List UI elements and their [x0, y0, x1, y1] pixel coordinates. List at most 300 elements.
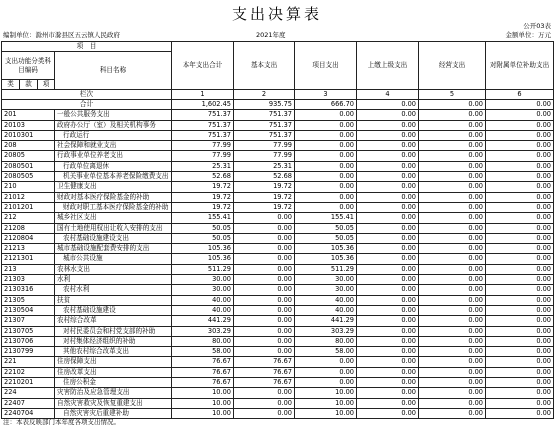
table-row	[2, 275, 554, 285]
amount-cell: 0.00	[295, 110, 357, 120]
amount-cell: 0.00	[234, 275, 295, 285]
table-row	[2, 223, 554, 233]
amount-cell: 0.00	[419, 130, 486, 140]
amount-cell: 0.00	[234, 316, 295, 326]
amount-cell: 0.00	[357, 316, 419, 326]
amount-cell: 0.00	[486, 388, 554, 398]
func-code-cell: 20805	[2, 151, 55, 161]
amount-cell: 76.67	[234, 367, 295, 377]
amount-cell: 511.29	[295, 264, 357, 274]
amount-cell: 0.00	[295, 192, 357, 202]
amount-cell: 441.29	[172, 316, 234, 326]
amount-cell: 0.00	[295, 151, 357, 161]
amount-cell: 0.00	[357, 254, 419, 264]
amount-cell: 19.72	[172, 182, 234, 192]
func-code-cell: 22407	[2, 398, 55, 408]
amount-cell: 40.00	[295, 305, 357, 315]
amount-cell: 0.00	[486, 305, 554, 315]
amount-cell: 0.00	[234, 388, 295, 398]
amount-cell: 0.00	[419, 295, 486, 305]
amount-cell: 0.00	[419, 141, 486, 151]
subject-name-cell: 灾害防治及应急管理支出	[55, 388, 172, 398]
func-code-cell: 2121301	[2, 254, 55, 264]
amount-cell: 0.00	[419, 408, 486, 418]
col-index: 1	[172, 90, 234, 100]
form-number: 公开03表	[523, 22, 551, 30]
amount-cell: 0.00	[486, 182, 554, 192]
amount-cell: 0.00	[234, 305, 295, 315]
func-code-cell: 2130706	[2, 336, 55, 346]
subject-name-cell: 机关事业单位基本养老保险缴费支出	[55, 172, 172, 182]
amount-cell: 40.00	[172, 305, 234, 315]
amount-cell: 0.00	[486, 223, 554, 233]
amount-cell: 751.37	[172, 130, 234, 140]
total-cell: 935.75	[234, 100, 295, 110]
amount-cell: 0.00	[357, 182, 419, 192]
func-code-cell: 21012	[2, 192, 55, 202]
amount-cell: 19.72	[172, 192, 234, 202]
table-row	[2, 347, 554, 357]
func-code-cell: 22102	[2, 367, 55, 377]
table-row	[2, 254, 554, 264]
amount-cell: 80.00	[295, 336, 357, 346]
amount-cell: 0.00	[486, 161, 554, 171]
amount-cell: 0.00	[357, 388, 419, 398]
subject-name-cell: 扶贫	[55, 295, 172, 305]
amount-cell: 30.00	[172, 275, 234, 285]
amount-cell: 0.00	[419, 305, 486, 315]
amount-cell: 0.00	[234, 223, 295, 233]
amount-cell: 0.00	[357, 275, 419, 285]
amount-cell: 10.00	[172, 408, 234, 418]
table-row	[2, 151, 554, 161]
subject-name-cell: 对村集体经济组织的补助	[55, 336, 172, 346]
amount-cell: 50.05	[172, 223, 234, 233]
subject-name-cell: 农村水利	[55, 285, 172, 295]
func-code-cell: 208	[2, 141, 55, 151]
amount-cell: 105.36	[295, 244, 357, 254]
amount-cell: 19.72	[234, 192, 295, 202]
amount-cell: 0.00	[357, 347, 419, 357]
amount-cell: 40.00	[295, 295, 357, 305]
amount-cell: 0.00	[357, 202, 419, 212]
func-code-cell: 21307	[2, 316, 55, 326]
amount-cell: 0.00	[419, 264, 486, 274]
amount-cell: 751.37	[172, 120, 234, 130]
table-row	[2, 398, 554, 408]
table-row	[2, 357, 554, 367]
amount-cell: 30.00	[295, 285, 357, 295]
amount-cell: 105.36	[172, 244, 234, 254]
amount-cell: 0.00	[419, 254, 486, 264]
subject-name-cell: 农村基础设施建设支出	[55, 233, 172, 243]
amount-cell: 0.00	[419, 182, 486, 192]
amount-cell: 0.00	[419, 244, 486, 254]
amount-cell: 0.00	[234, 295, 295, 305]
subject-name-cell: 城市公共设施	[55, 254, 172, 264]
amount-cell: 0.00	[419, 233, 486, 243]
func-code-cell: 21303	[2, 275, 55, 285]
subject-name-cell: 住房改革支出	[55, 367, 172, 377]
amount-cell: 303.29	[172, 326, 234, 336]
table-row	[2, 336, 554, 346]
total-cell: 1,602.45	[172, 100, 234, 110]
header-project-exp: 项目支出	[295, 42, 357, 90]
amount-cell: 40.00	[172, 295, 234, 305]
currency-unit: 金额单位：万元	[505, 31, 551, 39]
amount-cell: 751.37	[234, 130, 295, 140]
amount-cell: 0.00	[357, 285, 419, 295]
amount-cell: 30.00	[172, 285, 234, 295]
amount-cell: 0.00	[486, 408, 554, 418]
amount-cell: 0.00	[419, 326, 486, 336]
amount-cell: 10.00	[295, 398, 357, 408]
amount-cell: 76.67	[234, 378, 295, 388]
amount-cell: 0.00	[357, 213, 419, 223]
amount-cell: 52.68	[172, 172, 234, 182]
amount-cell: 0.00	[419, 285, 486, 295]
amount-cell: 155.41	[172, 213, 234, 223]
amount-cell: 77.99	[234, 141, 295, 151]
func-code-cell: 2210201	[2, 378, 55, 388]
amount-cell: 0.00	[234, 347, 295, 357]
func-code-cell: 224	[2, 388, 55, 398]
subject-name-cell: 城乡社区支出	[55, 213, 172, 223]
amount-cell: 0.00	[295, 120, 357, 130]
amount-cell: 77.99	[172, 151, 234, 161]
amount-cell: 0.00	[419, 378, 486, 388]
amount-cell: 511.29	[172, 264, 234, 274]
amount-cell: 0.00	[486, 295, 554, 305]
col-index: 4	[357, 90, 419, 100]
amount-cell: 0.00	[419, 367, 486, 377]
subject-name-cell: 卫生健康支出	[55, 182, 172, 192]
header-subsidiary: 对附属单位补助支出	[486, 42, 554, 90]
amount-cell: 0.00	[486, 264, 554, 274]
amount-cell: 0.00	[486, 254, 554, 264]
report-title: 支出决算表	[231, 5, 322, 23]
amount-cell: 0.00	[357, 305, 419, 315]
header-subject-name: 科目名称	[55, 52, 172, 90]
subject-name-cell: 自然灾害救灾及恢复重建支出	[55, 398, 172, 408]
footnote: 注：本表反映部门本年度各项支出情况。	[3, 418, 120, 426]
amount-cell: 0.00	[419, 110, 486, 120]
amount-cell: 0.00	[357, 336, 419, 346]
func-code-cell: 212	[2, 213, 55, 223]
header-project: 项 目	[2, 42, 172, 52]
table-row	[2, 367, 554, 377]
table-row	[2, 182, 554, 192]
amount-cell: 0.00	[357, 398, 419, 408]
fiscal-year: 2021年度	[256, 31, 286, 39]
subject-name-cell: 财政对职工基本医疗保险基金的补助	[55, 202, 172, 212]
amount-cell: 76.67	[172, 367, 234, 377]
table-row	[2, 244, 554, 254]
func-code-cell: 21208	[2, 223, 55, 233]
amount-cell: 155.41	[295, 213, 357, 223]
table-row	[2, 264, 554, 274]
col-index: 6	[486, 90, 554, 100]
table-row	[2, 326, 554, 336]
table-row	[2, 141, 554, 151]
func-code-cell: 20103	[2, 120, 55, 130]
amount-cell: 0.00	[357, 141, 419, 151]
header-xiang: 项	[38, 80, 55, 90]
amount-cell: 77.99	[234, 151, 295, 161]
table-row	[2, 192, 554, 202]
amount-cell: 50.05	[295, 223, 357, 233]
subject-name-cell: 农村基础设施建设	[55, 305, 172, 315]
expenditure-table	[1, 41, 554, 419]
subject-name-cell: 行政单位离退休	[55, 161, 172, 171]
amount-cell: 751.37	[234, 120, 295, 130]
amount-cell: 0.00	[357, 172, 419, 182]
func-code-cell: 2080505	[2, 172, 55, 182]
amount-cell: 0.00	[419, 316, 486, 326]
amount-cell: 0.00	[295, 141, 357, 151]
table-row	[2, 110, 554, 120]
col-index-label: 栏次	[2, 90, 172, 100]
table-row	[2, 388, 554, 398]
header-class: 类	[2, 80, 20, 90]
amount-cell: 0.00	[419, 172, 486, 182]
amount-cell: 0.00	[234, 233, 295, 243]
amount-cell: 0.00	[295, 367, 357, 377]
subject-name-cell: 城市基础设施配套费安排的支出	[55, 244, 172, 254]
amount-cell: 58.00	[172, 347, 234, 357]
func-code-cell: 2240704	[2, 408, 55, 418]
amount-cell: 52.68	[234, 172, 295, 182]
table-row	[2, 161, 554, 171]
amount-cell: 0.00	[295, 357, 357, 367]
amount-cell: 0.00	[486, 357, 554, 367]
amount-cell: 0.00	[357, 408, 419, 418]
amount-cell: 0.00	[486, 336, 554, 346]
amount-cell: 76.67	[172, 357, 234, 367]
amount-cell: 0.00	[486, 316, 554, 326]
amount-cell: 0.00	[419, 357, 486, 367]
amount-cell: 0.00	[295, 130, 357, 140]
amount-cell: 0.00	[419, 213, 486, 223]
amount-cell: 751.37	[234, 110, 295, 120]
amount-cell: 76.67	[172, 378, 234, 388]
table-row	[2, 295, 554, 305]
amount-cell: 0.00	[357, 378, 419, 388]
amount-cell: 25.31	[234, 161, 295, 171]
amount-cell: 0.00	[357, 233, 419, 243]
func-code-cell: 2080501	[2, 161, 55, 171]
amount-cell: 50.05	[172, 233, 234, 243]
table-row	[2, 202, 554, 212]
subject-name-cell: 社会保障和就业支出	[55, 141, 172, 151]
table-row	[2, 285, 554, 295]
subject-name-cell: 国有土地使用权出让收入安排的支出	[55, 223, 172, 233]
func-code-cell: 2120804	[2, 233, 55, 243]
subject-name-cell: 自然灾害灾后重建补助	[55, 408, 172, 418]
func-code-cell: 2010301	[2, 130, 55, 140]
amount-cell: 0.00	[419, 161, 486, 171]
amount-cell: 0.00	[486, 367, 554, 377]
col-index: 3	[295, 90, 357, 100]
amount-cell: 0.00	[486, 326, 554, 336]
amount-cell: 0.00	[486, 347, 554, 357]
header-total: 本年支出合计	[172, 42, 234, 90]
amount-cell: 0.00	[295, 182, 357, 192]
amount-cell: 0.00	[357, 295, 419, 305]
amount-cell: 0.00	[486, 285, 554, 295]
amount-cell: 0.00	[419, 398, 486, 408]
amount-cell: 0.00	[419, 388, 486, 398]
header-upper: 上缴上级支出	[357, 42, 419, 90]
amount-cell: 0.00	[486, 244, 554, 254]
amount-cell: 0.00	[234, 398, 295, 408]
table-row	[2, 213, 554, 223]
subject-name-cell: 农村综合改革	[55, 316, 172, 326]
amount-cell: 751.37	[172, 110, 234, 120]
amount-cell: 30.00	[295, 275, 357, 285]
table-row	[2, 378, 554, 388]
col-index: 5	[419, 90, 486, 100]
amount-cell: 76.67	[234, 357, 295, 367]
table-row	[2, 305, 554, 315]
amount-cell: 0.00	[486, 151, 554, 161]
amount-cell: 0.00	[486, 120, 554, 130]
amount-cell: 0.00	[419, 192, 486, 202]
amount-cell: 0.00	[486, 398, 554, 408]
amount-cell: 0.00	[357, 151, 419, 161]
amount-cell: 77.99	[172, 141, 234, 151]
total-row	[2, 100, 554, 110]
total-label: 合计	[2, 100, 172, 110]
amount-cell: 0.00	[295, 172, 357, 182]
header-basic: 基本支出	[234, 42, 295, 90]
amount-cell: 58.00	[295, 347, 357, 357]
header-func-code: 支出功能分类科目编码	[2, 52, 55, 80]
col-index: 2	[234, 90, 295, 100]
compiling-unit: 编制单位：滁州市滁县区五云镇人民政府	[3, 31, 120, 39]
subject-name-cell: 住房保障支出	[55, 357, 172, 367]
header-business: 经营支出	[419, 42, 486, 90]
amount-cell: 0.00	[357, 130, 419, 140]
amount-cell: 0.00	[234, 264, 295, 274]
subject-name-cell: 对村民委员会和村党支部的补助	[55, 326, 172, 336]
func-code-cell: 201	[2, 110, 55, 120]
amount-cell: 0.00	[486, 130, 554, 140]
amount-cell: 80.00	[172, 336, 234, 346]
amount-cell: 50.05	[295, 233, 357, 243]
subject-name-cell: 一般公共服务支出	[55, 110, 172, 120]
amount-cell: 19.72	[234, 202, 295, 212]
header-kuan: 款	[20, 80, 38, 90]
amount-cell: 0.00	[486, 275, 554, 285]
total-cell: 0.00	[357, 100, 419, 110]
amount-cell: 0.00	[234, 336, 295, 346]
func-code-cell: 21305	[2, 295, 55, 305]
amount-cell: 0.00	[357, 192, 419, 202]
amount-cell: 0.00	[295, 161, 357, 171]
total-cell: 666.70	[295, 100, 357, 110]
amount-cell: 0.00	[357, 264, 419, 274]
amount-cell: 10.00	[172, 388, 234, 398]
amount-cell: 0.00	[419, 275, 486, 285]
amount-cell: 0.00	[486, 233, 554, 243]
table-row	[2, 316, 554, 326]
amount-cell: 0.00	[234, 254, 295, 264]
func-code-cell: 221	[2, 357, 55, 367]
amount-cell: 10.00	[172, 398, 234, 408]
amount-cell: 0.00	[486, 110, 554, 120]
subject-name-cell: 财政对基本医疗保险基金的补助	[55, 192, 172, 202]
amount-cell: 0.00	[486, 141, 554, 151]
subject-name-cell: 行政运行	[55, 130, 172, 140]
amount-cell: 25.31	[172, 161, 234, 171]
amount-cell: 0.00	[357, 326, 419, 336]
func-code-cell: 21213	[2, 244, 55, 254]
amount-cell: 441.29	[295, 316, 357, 326]
amount-cell: 0.00	[295, 202, 357, 212]
func-code-cell: 2130705	[2, 326, 55, 336]
table-row	[2, 172, 554, 182]
table-row	[2, 120, 554, 130]
amount-cell: 0.00	[486, 378, 554, 388]
amount-cell: 0.00	[357, 120, 419, 130]
amount-cell: 0.00	[234, 244, 295, 254]
amount-cell: 0.00	[234, 213, 295, 223]
amount-cell: 0.00	[419, 336, 486, 346]
subject-name-cell: 住房公积金	[55, 378, 172, 388]
func-code-cell: 2130316	[2, 285, 55, 295]
amount-cell: 0.00	[234, 326, 295, 336]
func-code-cell: 2130799	[2, 347, 55, 357]
amount-cell: 0.00	[357, 357, 419, 367]
amount-cell: 0.00	[234, 285, 295, 295]
func-code-cell: 213	[2, 264, 55, 274]
func-code-cell: 2101201	[2, 202, 55, 212]
amount-cell: 0.00	[419, 223, 486, 233]
subject-name-cell: 行政事业单位养老支出	[55, 151, 172, 161]
amount-cell: 0.00	[419, 347, 486, 357]
func-code-cell: 210	[2, 182, 55, 192]
amount-cell: 0.00	[357, 244, 419, 254]
subject-name-cell: 其他农村综合改革支出	[55, 347, 172, 357]
amount-cell: 303.29	[295, 326, 357, 336]
amount-cell: 19.72	[234, 182, 295, 192]
amount-cell: 0.00	[486, 213, 554, 223]
amount-cell: 10.00	[295, 388, 357, 398]
total-cell: 0.00	[419, 100, 486, 110]
amount-cell: 10.00	[295, 408, 357, 418]
table-row	[2, 130, 554, 140]
subject-name-cell: 农林水支出	[55, 264, 172, 274]
amount-cell: 19.72	[172, 202, 234, 212]
func-code-cell: 2130504	[2, 305, 55, 315]
table-row	[2, 233, 554, 243]
amount-cell: 0.00	[486, 192, 554, 202]
amount-cell: 0.00	[234, 408, 295, 418]
amount-cell: 0.00	[357, 223, 419, 233]
amount-cell: 0.00	[486, 172, 554, 182]
amount-cell: 0.00	[419, 151, 486, 161]
amount-cell: 0.00	[357, 367, 419, 377]
subject-name-cell: 政府办公厅（室）及相关机构事务	[55, 120, 172, 130]
amount-cell: 105.36	[172, 254, 234, 264]
amount-cell: 105.36	[295, 254, 357, 264]
amount-cell: 0.00	[357, 110, 419, 120]
amount-cell: 0.00	[295, 378, 357, 388]
amount-cell: 0.00	[419, 120, 486, 130]
total-cell: 0.00	[486, 100, 554, 110]
amount-cell: 0.00	[357, 161, 419, 171]
